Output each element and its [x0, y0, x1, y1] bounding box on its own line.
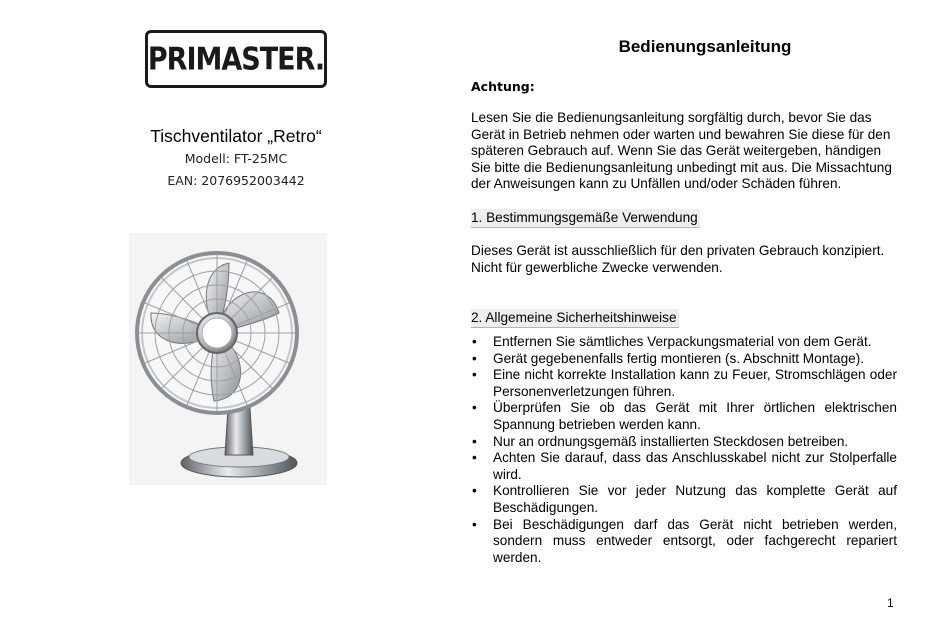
fan-product-image: [129, 233, 327, 485]
warning-text: Lesen Sie die Bedienungsanleitung sorgfältig durch, bevor Sie das Gerät in Betrieb nehmen oder warten und bewahren Sie diese für den späteren Gebrauch auf. Wenn Sie das Gerät weitergeben, händigen Sie bitte die Bedienungsanleitung unbedingt mit aus. Die Missachtung der Anweisungen kann zu Unfällen und/oder Schäden führen.: [471, 110, 892, 192]
list-item: • Nur an ordnungsgemäß installierten Steckdosen betreiben.: [471, 434, 897, 451]
brand-logo: [145, 30, 327, 88]
intended-use-text: Dieses Gerät ist ausschließlich für den privaten Gebrauch konzipiert. Nicht für gewerbliche Zwecke verwenden.: [471, 243, 885, 275]
section-heading-safety: 2. Allgemeine Sicherheitshinweise: [471, 309, 679, 328]
manual-title: Bedienungsanleitung: [618, 37, 792, 56]
product-ean: EAN: 2076952003442: [167, 173, 305, 188]
table-fan-illustration: [129, 233, 327, 485]
section-heading-intended-use: 1. Bestimmungsgemäße Verwendung: [471, 209, 700, 228]
list-item: • Entfernen Sie sämtliches Verpackungsmaterial von dem Gerät.: [471, 334, 897, 351]
product-model: Modell: FT-25MC: [184, 151, 288, 166]
list-item: • Achten Sie darauf, dass das Anschlusskabel nicht zur Stolperfalle wird.: [471, 450, 897, 483]
brand-logo-text: PRIMASTER.: [147, 41, 325, 77]
list-item: • Kontrollieren Sie vor jeder Nutzung das komplette Gerät auf Beschädigungen.: [471, 483, 897, 516]
list-item: • Bei Beschädigungen darf das Gerät nicht betrieben werden, sondern muss entweder entsorgt, oder fachgerecht repariert werden.: [471, 517, 897, 567]
list-item: • Überprüfen Sie ob das Gerät mit Ihrer örtlichen elektrischen Spannung betrieben werden kann.: [471, 400, 897, 433]
list-item: • Gerät gegebenenfalls fertig montieren (s. Abschnitt Montage).: [471, 351, 897, 368]
list-item: • Eine nicht korrekte Installation kann zu Feuer, Stromschlägen oder Personenverletzungen führen.: [471, 367, 897, 400]
page-number: 1: [887, 596, 894, 610]
safety-list: [471, 334, 897, 566]
warning-heading: Achtung:: [471, 79, 535, 94]
product-title: Tischventilator „Retro“: [150, 126, 322, 146]
